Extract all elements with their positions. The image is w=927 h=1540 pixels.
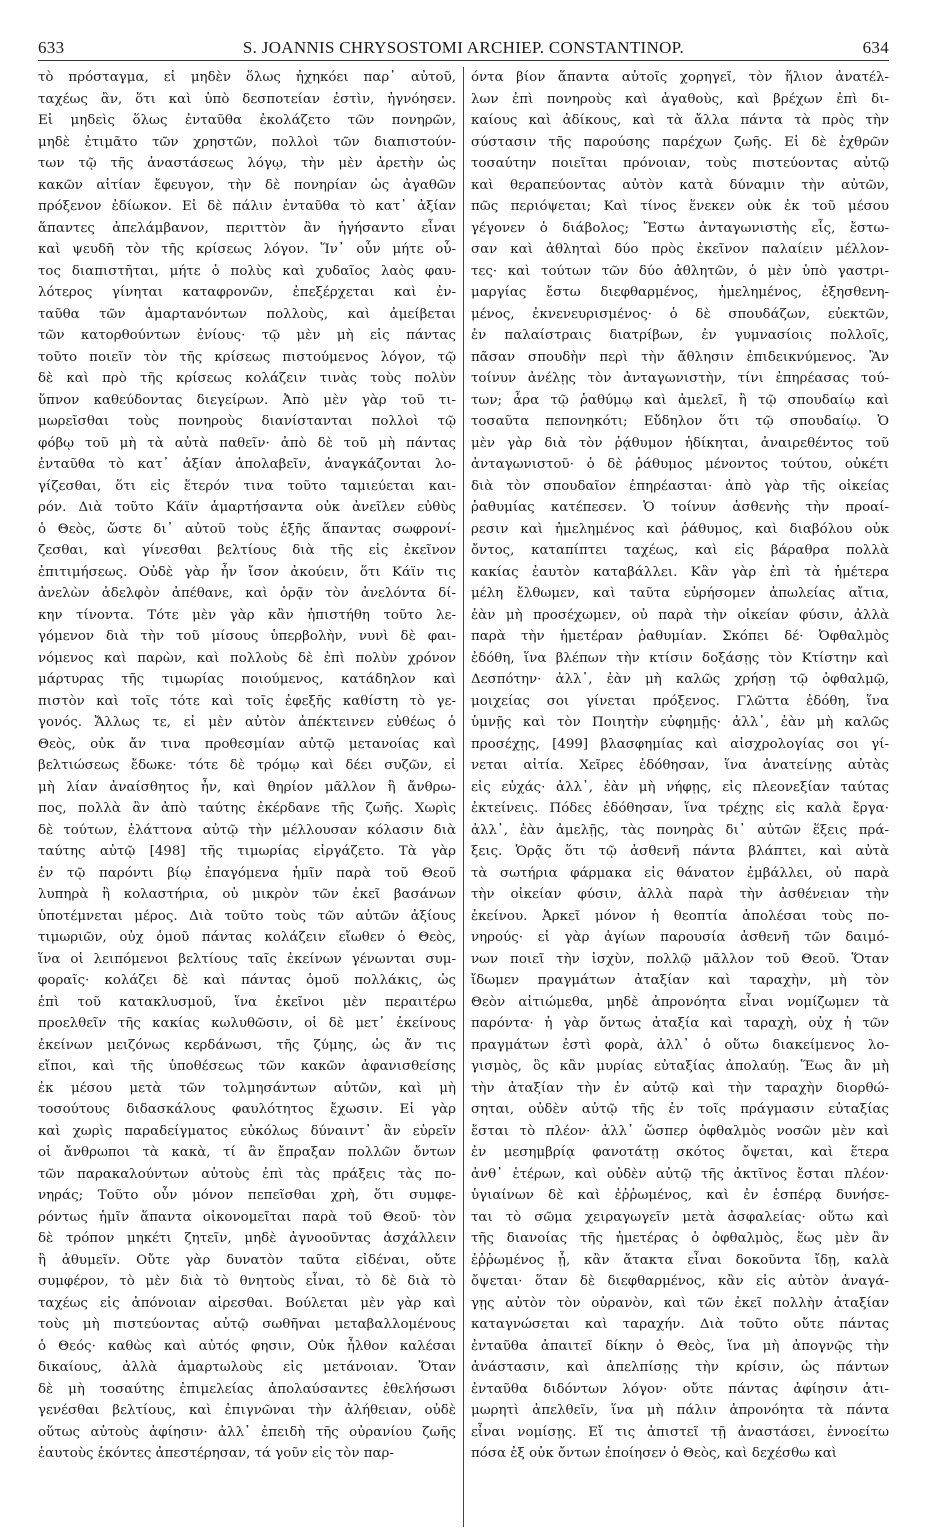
text-line: πρόξενον ἐδίωκον. Εἰ δὲ πάλιν ἐνταῦθα τὸ κατ᾽ ἀξίαν xyxy=(38,199,456,214)
text-line: μοιχείας σοι γίνεται πρόξενος. Γλῶττα ἐδόθη, ἵνα xyxy=(471,693,889,709)
text-line: νων ποιεῖ τὴν ἰσχὺν, πολλῷ μᾶλλον τοῦ Θεοῦ. Ὅταν xyxy=(471,951,889,967)
text-line: μάρτυρας τῆς τιμωρίας ποιούμενος, κατάδηλον καὶ xyxy=(38,672,456,687)
text-line: ζεσθαι, καὶ γίνεσθαι βελτίους διὰ τῆς εἰς ἐκεῖνον xyxy=(38,543,456,558)
right-column xyxy=(471,67,889,1527)
text-line: καὶ ψευδῆ τὸν τῆς κρίσεως λόγον. Ἵν᾽ οὖν μήτε οὗ- xyxy=(38,242,456,257)
text-line: προσέχῃς, [499] βλασφημίας καὶ αἰσχρολογίας σοι γί- xyxy=(471,736,889,752)
text-line: Θεὸν αἰτιώμεθα, μηδὲ ἀπρονόητα εἶναι νομίζωμεν τὰ xyxy=(471,994,889,1010)
text-line: τῆς διανοίας τῆς ἡμετέρας ὁ ὀφθαλμὸς, ἕως μὲν ἂν xyxy=(471,1231,889,1246)
text-line: τῶν κατορθούντων ἐνίους· τῷ μὲν μὴ εἰς πάντας xyxy=(38,328,456,343)
text-line: τὸ πρόσταγμα, εἰ μηδὲν ὅλως ἠχηκόει παρ᾽ αὐτοῦ, xyxy=(38,70,456,85)
text-line: γῃς αὐτὸν τὸν οὐρανὸν, καὶ τῶν ἐκεῖ πολλὴν ἀταξίαν xyxy=(471,1295,889,1311)
text-line: ταῦθα τῶν ἁμαρτανόντων πολλοὺς, καὶ ἀμείβεται xyxy=(38,306,456,322)
text-line: ἐκείνου. Ἀρκεῖ μόνον ἡ θεοπτία ἀπολέσαι τοὺς πο- xyxy=(471,908,889,924)
text-line: ἀλλ᾽, ἐὰν ἀμελῇς, τὰς πονηρὰς δι᾽ αὐτῶν ἕξεις πρά- xyxy=(471,822,889,838)
text-line: τοὺς μὴ πιστεύοντας αὐτῷ σωθῆναι μεταβαλλομένους xyxy=(38,1317,456,1332)
text-line: τὰ σωτήρια φάρμακα εἰς θάνατον ἐμβάλλει, οὐ παρὰ xyxy=(471,865,889,881)
text-line: ρεσιν καὶ ἠμελημένος καὶ ῥάθυμος, καὶ διαβόλου οὐκ xyxy=(471,521,889,537)
text-line: ρόν. Διὰ τοῦτο Κάϊν ἁμαρτήσαντα οὐκ ἀνεῖλεν εὐθὺς xyxy=(38,500,456,515)
text-line: όντα βίον ἅπαντα αὐτοῖς χορηγεῖ, τὸν ἥλιον ἀνατέλ- xyxy=(471,70,889,85)
text-line: μωρεῖσθαι τοὺς πονηροὺς διανίστανται πολλοὶ τῷ xyxy=(38,414,456,429)
text-line: τοσαύτην ποιεῖται πρόνοιαν, τοὺς πιστεύοντας αὐτῷ xyxy=(471,156,889,171)
text-line: τὴν ἀταξίαν τὴν ἐν αὐτῷ καὶ τὴν ταραχὴν διορθώ- xyxy=(471,1080,889,1096)
text-line: ἢ ἀθυμεῖν. Οὔτε γὰρ δυνατὸν ταῦτα εἰδέναι, οὔτε xyxy=(38,1252,456,1268)
text-line: νηράς; Τοῦτο οὖν μόνον πεπεῖσθαι χρὴ, ὅτι συμφε- xyxy=(38,1188,456,1203)
text-line: ἐκείνων μειζόνως κερδάνωσι, τῆς ζύμης, ὡς ἄν τις xyxy=(38,1037,456,1053)
text-line: ἴδωμεν πραγμάτων ἀταξίαν καὶ ταραχὴν, μὴ τὸν xyxy=(471,973,889,988)
text-line: ὄψεται· ὅταν δὲ διεφθαρμένος, κἂν εἰς αὐτὸν ἀναγά- xyxy=(471,1274,889,1289)
text-line: μηδὲ ἐτιμᾶτο τῶν χρηστῶν, πολλοὶ τῶν διαπιστούν- xyxy=(38,134,456,150)
text-line: τος διαπιστῆται, μήτε ὁ πολὺς καὶ χυδαῖος λαὸς φαυ- xyxy=(38,263,456,279)
text-line: λότερος γίνηται καταφρονῶν, ἐπεξέρχεται καὶ ἐν- xyxy=(38,285,456,300)
text-line: ἀνθ᾽ ἑτέρων, καὶ οὐδὲν αὐτῷ τῆς ἀκτῖνος ἔσται πλέον· xyxy=(471,1166,889,1182)
text-line: μὲν γὰρ διὰ τὸν ῥᾴθυμον ἡδίκηται, ἀναιρεθέντος τοῦ xyxy=(471,435,889,451)
text-line: ὕπνον καθεύδοντας διεγείρων. Ἀπὸ μὲν γὰρ τοῦ τι- xyxy=(38,392,456,408)
text-line: Θεὸς, οὐκ ἄν τινα προθεσμίαν αὐτῷ μετανοίας καὶ xyxy=(38,736,456,752)
text-line: τιμωριῶν, οὐχ ὁμοῦ πάντας κολάζειν εἴωθεν ὁ Θεὸς, xyxy=(38,930,456,945)
text-line: γενέσθαι βελτίους, καὶ ἐπιγνῶναι τὴν ἀλήθειαν, οὐδὲ xyxy=(38,1403,456,1418)
text-line: Δεσπότην· ἀλλ᾽, ἐὰν μὴ καλῶς χρήσῃ τῷ ὀφθαλμῷ, xyxy=(471,672,889,687)
text-line: σηται, οὐδὲν αὐτῷ τῆς ἐν τοῖς πράγμασιν εὐταξίας xyxy=(471,1102,889,1117)
text-line: ὁ Θεός· καθὼς καὶ αὐτός φησιν, Οὐκ ἦλθον καλέσαι xyxy=(38,1338,456,1354)
text-line: δὲ καὶ πρὸ τῆς κρίσεως κολάζειν τινὰς τοὺς πολὺν xyxy=(38,371,456,386)
text-line: ξεις. Ὁρᾷς ὅτι τῷ ἀσθενῆ πάντα βλάπτει, καὶ αὐτὰ xyxy=(471,844,889,859)
text-line: ταχέως ἂν, ὅτι καὶ ὑπὸ δεσποτείαν ἐστὶν, ἠγνόησεν. xyxy=(38,91,456,107)
text-line: κακῶν αἰτίαν ἔφευγον, τὴν δὲ πονηρίαν ὡς ἀγαθῶν xyxy=(38,177,456,193)
text-line: εἶναι νομίσῃς. Εἴ τις ἀπιστεῖ τῇ ἀναστάσει, ἐννοείτω xyxy=(471,1424,889,1440)
text-line: ται τὸ σῶμα χειραγωγεῖν μετὰ ἀσφαλείας· οὕτω καὶ xyxy=(471,1209,889,1225)
text-line: καὶ χωρὶς παραδείγματος εὐκόλως δύναιντ᾽ ἂν εὑρεῖν xyxy=(38,1123,456,1139)
text-line: σαν καὶ ἀθληταὶ δύο πρὸς ἐκεῖνον παλαίειν μέλλον- xyxy=(471,242,889,257)
page-number-right: 634 xyxy=(862,38,889,57)
text-line: ἐπὶ τοῦ κατακλυσμοῦ, ἵνα ἐκεῖνοι μὲν περαιτέρω xyxy=(38,994,456,1010)
text-line: φόβῳ τοῦ μὴ τὰ αὐτὰ παθεῖν· ἀπὸ δὲ τοῦ μὴ πάντας xyxy=(38,435,456,451)
text-line: ἐνταῦθα διδόντων λόγον· οὔτε πάντας ἀφίησιν ἀτι- xyxy=(471,1381,889,1397)
text-line: διὰ τὸν σπουδαῖον ἐπηρέασται· ἀπὸ γὰρ τῆς οἰκείας xyxy=(471,478,889,494)
text-line: οἱ ἄνθρωποι τὰ κακὰ, τί ἂν ἔπραξαν πολλῶν ὄντων xyxy=(38,1145,456,1160)
text-line: γισμὸς, ὃς κἂν μυρίας εὐταξίας ἀπολαύῃ. Ἕως ἂν μὴ xyxy=(471,1059,889,1074)
text-line: παρὰ τὴν ἡμετέραν ῥαθυμίαν. Σκόπει δέ· Ὀφθαλμὸς xyxy=(471,629,889,644)
text-line: ρόντως ἡμῖν ἅπαντα οἰκονομεῖται παρὰ τοῦ Θεοῦ· τὸν xyxy=(38,1209,456,1225)
text-line: μὴ λίαν ἀναίσθητος ἦν, καὶ θηρίον μᾶλλον ἢ ἄνθρω- xyxy=(38,779,456,795)
text-line: ἐν παλαίστραις διατρίβων, ἐν γυμνασίοις πολλοῖς, xyxy=(471,328,889,343)
text-line: πᾶσαν σπουδὴν περὶ τὴν ἄθλησιν ἐπιδεικνύμενος. Ἂν xyxy=(471,349,889,365)
text-line: πόσα ἐξ οὐκ ὄντων ἐποίησεν ὁ Θεὸς, καὶ δεχέσθω καὶ xyxy=(471,1446,837,1461)
text-line: κακίας ἑαυτὸν καταβάλλει. Κἂν γὰρ ἐπὶ τὰ ἡμέτερα xyxy=(471,564,889,580)
text-line: ταχέως εἰς ἀπόνοιαν αἱρεσθαι. Βούλεται μὲν γὰρ καὶ xyxy=(38,1295,456,1311)
text-line: των τῷ τῆς ἀναστάσεως λόγῳ, τὴν μὲν ἀρετὴν ὡς xyxy=(38,156,456,171)
text-line: γονός. Ἄλλως τε, εἰ μὲν αὐτὸν ἀπέκτεινεν εὐθέως ὁ xyxy=(38,715,456,730)
text-line: ἐνταῦθα ἀπαιτεῖ δίκην ὁ Θεὸς, ἵνα μὴ ἀπογνῷς τὴν xyxy=(471,1338,889,1354)
text-line: συμφέρον, τὸ μὲν διὰ τὸ θνητοὺς εἶναι, τὸ δὲ διὰ τὸ xyxy=(38,1274,456,1289)
text-line: οὕτως αὐτοὺς ἀφίησιν· ἀλλ᾽ ἐπειδὴ τῆς οὐρανίου ζωῆς xyxy=(38,1424,456,1440)
text-line: γόμενον διὰ τὴν τοῦ μίσους ὑπερβολὴν, νυνὶ δὲ φαι- xyxy=(38,629,456,644)
text-line: ὑμνῇς καὶ τὸν Ποιητὴν εὐφημῇς· ἀλλ᾽, ἐὰν μὴ καλῶς xyxy=(471,715,889,730)
text-line: ἵνα οἱ λειπόμενοι βελτίους ταῖς ἐκείνων γένωνται συμ- xyxy=(38,951,456,967)
text-line: ταύτης αὐτῷ [498] τῆς τιμωρίας εἰργάζετο. Τὰ γὰρ xyxy=(38,844,456,859)
text-line: ὁ Θεὸς, ὥστε δι᾽ αὐτοῦ τοὺς ἑξῆς ἅπαντας σωφρονί- xyxy=(38,521,456,537)
text-line: νόμενος καὶ παρὼν, καὶ πολλοὺς δὲ ἐπὶ πολὺν χρόνον xyxy=(38,650,456,666)
text-line: δικαίους, ἀλλὰ ἁμαρτωλοὺς εἰς μετάνοιαν. Ὅταν xyxy=(38,1360,456,1375)
text-line: σύστασιν τῆς παρούσης παρέχων ζωῆς. Εἰ δὲ ἐχθρῶν xyxy=(471,134,889,150)
text-line: δὲ τούτων, ἐλάττονα αὐτῷ τὴν μέλλουσαν κόλασιν διὰ xyxy=(38,822,456,838)
left-column xyxy=(38,67,456,1527)
text-line: ἅπαντες ἀπελάμβανον, περιττὸν ἂν ἡγήσαντο εἶναι xyxy=(38,220,456,236)
text-line: ἐκτείνεις. Πόδες ἐδόθησαν, ἵνα τρέχῃς εἰς καλὰ ἔργα· xyxy=(471,801,889,816)
text-line: ἐὰν μὴ προσέχωμεν, οὐ παρὰ τὴν οἰκείαν φύσιν, ἀλλὰ xyxy=(471,607,889,623)
text-line: τὴν οἰκείαν φύσιν, ἀλλὰ παρὰ τὴν ἀσθένειαν τὴν xyxy=(471,887,889,902)
text-line: ὑποτέμνεται μέρος. Διὰ τοῦτο τοὺς τῶν αὐτῶν ἀξίους xyxy=(38,908,456,924)
text-line: τοῦτο ποιεῖν τὸν τῆς κρίσεως πιστούμενος λόγον, τῷ xyxy=(38,349,456,365)
text-line: ἀνταγωνιστοῦ· ὁ δὲ ῥάθυμος μένοντος τούτου, οὐκέτι xyxy=(471,457,889,472)
text-line: προελθεῖν τῆς κακίας κωλυθῶσιν, οἱ δὲ μετ᾽ ἐκείνους xyxy=(38,1016,456,1031)
text-line: μένος, ἐκνενευρισμένος· ὁ δὲ σπουδάζων, εὐεκτῶν, xyxy=(471,306,889,322)
text-line: δὲ μὴ τοσαύτης ἐπιμελείας ἀπολαύσαντες ἐθελήσωσι xyxy=(38,1381,456,1397)
text-line: καταγνώσεται καὶ ταραχήν. Διὰ τοῦτο οὔτε πάντας xyxy=(471,1317,889,1332)
text-line: κην τίνοντα. Τότε μὲν γὰρ κἂν ἠπιστήθη τοῦτο λε- xyxy=(38,607,456,623)
text-line: ἐκ μέσου μετὰ τῶν τολμησάντων αὐτῶν, καὶ μὴ xyxy=(38,1080,456,1096)
text-line: λων ἐπὶ πονηροὺς καὶ ἀγαθοὺς, καὶ βρέχων ἐπὶ δι- xyxy=(471,91,889,107)
text-line: μέλη ἔλθωμεν, καὶ ταῦτα εὑρήσομεν ἀπωλείας αἴτια, xyxy=(471,586,889,601)
text-line: τοίνυν ἀνέλῃς τὸν ἀνταγωνιστὴν, τίνι ἐπηρέασας τού- xyxy=(471,371,889,386)
text-line: εἰς εὐχάς· ἀλλ᾽, ἐὰν μὴ νήφῃς, εἰς πλεονεξίαν ταύτας xyxy=(471,779,889,795)
text-line: ἑαυτοὺς ἑκόντες ἀπεστέρησαν, τά γοῦν εἰς τὸν παρ- xyxy=(38,1446,394,1461)
text-line: νηρούς· εἰ γὰρ ἁγίων παρουσία ἀσθενῆ τῶν δαιμό- xyxy=(471,930,889,945)
text-line: δὲ τρόπον μηκέτι ζητεῖν, μηδὲ ἀγνοοῦντας ἀσχάλλειν xyxy=(38,1231,456,1246)
running-title: S. JOANNIS CHRYSOSTOMI ARCHIEP. CONSTANTINOP. xyxy=(242,38,685,57)
text-line: πος, πολλὰ ἂν ἀπὸ ταύτης ἐκέρδανε τῆς ζωῆς. Χωρὶς xyxy=(38,801,456,816)
text-line: καίους καὶ ἀδίκους, καὶ τὰ ἄλλα πάντα τὰ πρὸς τὴν xyxy=(471,113,889,128)
text-line: Εἰ μηδεὶς ὅλως ἐνταῦθα ἐκολάζετο τῶν πονηρῶν, xyxy=(38,113,456,128)
text-line: γέγονεν ὁ διάβολος; Ἔστω ἀνταγωνιστὴς εἷς, ἔστω- xyxy=(471,220,889,236)
text-line: βελτιώσεως ἔδωκε· τότε δὲ τρόμῳ καὶ δέει συζῶν, εἰ xyxy=(38,758,456,773)
column-divider xyxy=(463,67,464,1527)
text-line: φοραῖς· κολάζει δὲ καὶ πάντας ὁμοῦ πολλάκις, ὡς xyxy=(38,973,456,988)
running-header xyxy=(38,38,889,61)
text-line: γίζεσθαι, ὅτι εἰς ἕτερόν τινα τοῦτο ταμιεύεται και- xyxy=(38,478,456,494)
text-line: ἐνταῦθα τὸ κατ᾽ ἀξίαν ἀπολαβεῖν, ἀναγκάζονται λο- xyxy=(38,457,456,472)
text-line: καὶ θεραπεύοντας αὐτὸν κατὰ δύναμιν τὴν αὐτῶν, xyxy=(471,177,889,193)
text-line: λυπηρὰ ἢ κολαστήρια, οὐ μικρὸν τῶν ἐκεῖ βασάνων xyxy=(38,887,456,902)
text-line: ἐῤῥωμένος ᾖ, κἂν ἄτακτα εἶναι δοκοῦντα ἴδῃ, καλὰ xyxy=(471,1252,889,1268)
text-line: παρόντα· ἡ γὰρ ὄντως ἀταξία καὶ ταραχὴ, οὐχ ἡ τῶν xyxy=(471,1016,889,1031)
text-line: ἐπιτιμήσεως. Οὐδὲ γὰρ ἦν ἴσον ἀκούειν, ὅτι Κάϊν τις xyxy=(38,564,456,580)
text-line: ἐν μεσημβρίᾳ φανοτάτῃ σκότος ὄψεται, καὶ ἕτερα xyxy=(471,1145,889,1160)
text-line: ἀνάστασιν, καὶ ἀπελπίσῃς τὴν κρίσιν, ὡς πάντων xyxy=(471,1360,889,1375)
page-number-left: 633 xyxy=(38,38,65,57)
text-line: πραγμάτων ἐστὶ φορὰ, ἀλλ᾽ ὁ οὕτω διακείμενος λο- xyxy=(471,1037,889,1053)
text-line: ῥαθυμίας κατέπεσεν. Ὁ τοίνυν ἀσθενὴς τὴν προαί- xyxy=(471,500,889,515)
text-line: ἐδόθη, ἵνα βλέπων τὴν κτίσιν δοξάσῃς τὸν Κτίστην καὶ xyxy=(471,650,889,666)
text-columns xyxy=(38,67,889,1527)
text-line: ὄντος, καταπίπτει ταχέως, καὶ εἰς βάραθρα πολλὰ xyxy=(471,543,889,558)
text-line: μαργίας ἔστω διεφθαρμένος, ἠμελημένος, ἐξησθενη- xyxy=(471,285,889,300)
text-line: τοσούτους διδασκάλους φαυλότητος ἔχωσιν. Εἰ γὰρ xyxy=(38,1102,456,1117)
text-line: εἴποι, καὶ τῆς ὑποθέσεως τῶν κακῶν ἀφανισθείσης xyxy=(38,1059,456,1074)
text-line: ἔσται τὸ πλέον· ἀλλ᾽ ὥσπερ ὀφθαλμὸς νοσῶν μὲν καὶ xyxy=(471,1123,889,1139)
text-line: των; ἆρα τῷ ῥαθύμῳ καὶ ἀμελεῖ, ἢ τῷ σπουδαίῳ καὶ xyxy=(471,392,889,408)
text-line: μωρητὶ ἀπελθεῖν, ἵνα μὴ πάλιν ἀπρονόητα τὰ πάντα xyxy=(471,1403,889,1418)
text-line: πιστὸν καὶ τοῖς τότε καὶ τοῖς ἐφεξῆς καθίστη τὸ γε- xyxy=(38,693,456,709)
text-line: τοσαῦτα πεπονηκότι; Εὔδηλον ὅτι τῷ σπουδαίῳ. Ὁ xyxy=(471,414,889,429)
text-line: ἀνελὼν ἀδελφὸν ἀπέθανε, καὶ ὁρᾷν τὸν ἀνελόντα δί- xyxy=(38,586,456,601)
text-line: νεται αἰτία. Χεῖρες ἐδόθησαν, ἵνα ἀνατείνῃς αὐτὰς xyxy=(471,758,889,773)
text-line: πῶς περιόψεται; Καὶ τίνος ἕνεκεν οὐκ ἐκ τοῦ μέσου xyxy=(471,199,889,214)
text-line: ἐν τῷ παρόντι βίῳ ἐπαγόμενα ἡμῖν παρὰ τοῦ Θεοῦ xyxy=(38,865,456,881)
text-line: τῶν παρακαλούντων αὐτοὺς ἐπὶ τὰς πράξεις τὰς πο- xyxy=(38,1166,456,1182)
text-line: τες· καὶ τούτων τῶν δύο ἀθλητῶν, ὁ μὲν ὑπὸ γαστρι- xyxy=(471,263,889,279)
text-line: ὑγιαίνων δὲ καὶ ἐῤῥωμένος, καὶ ἐν ἑσπέρᾳ δυνήσε- xyxy=(471,1188,889,1203)
